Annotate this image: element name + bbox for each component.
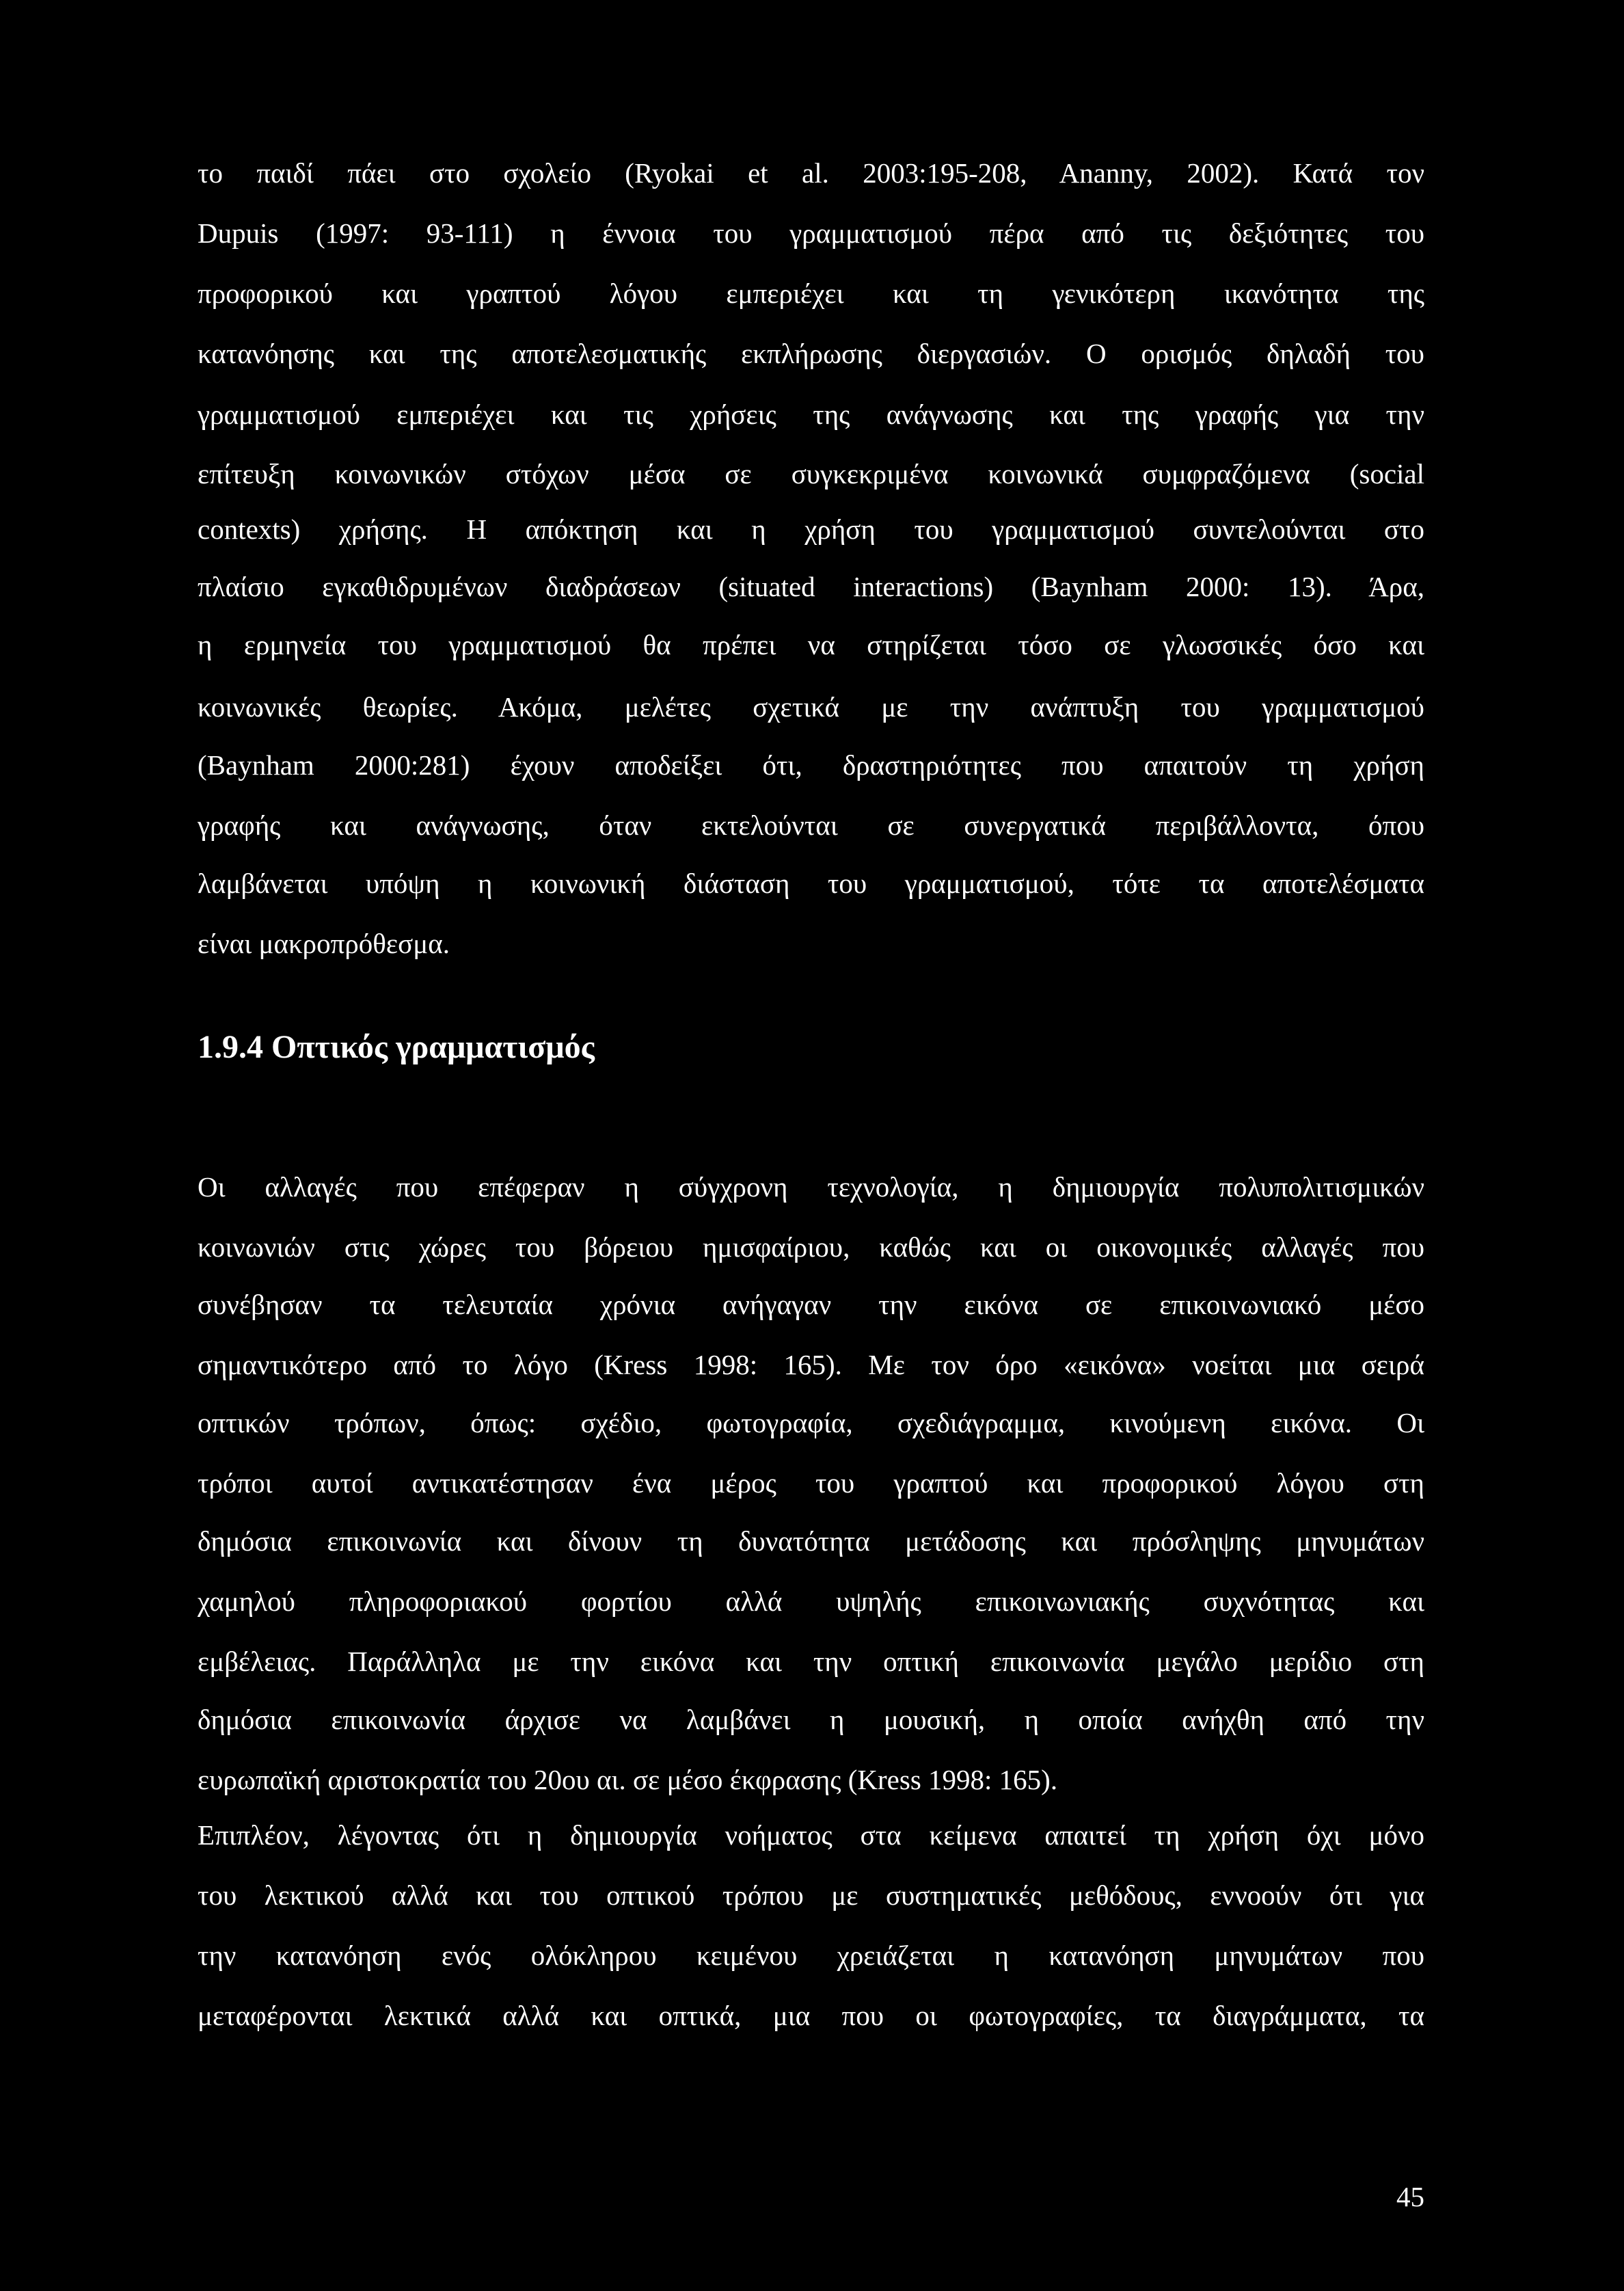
text-line: κοινωνιών στις χώρες του βόρειου ημισφαίριου, καθώς και οι οικονομικές αλλαγές που <box>198 1231 1424 1263</box>
text-line: κοινωνικές θεωρίες. Ακόμα, μελέτες σχετικά με την ανάπτυξη του γραμματισμού <box>198 691 1424 723</box>
text-line: τρόποι αυτοί αντικατέστησαν ένα μέρος του γραπτού και προφορικού λόγου στη <box>198 1467 1424 1499</box>
text-line: δημόσια επικοινωνία και δίνουν τη δυνατότητα μετάδοσης και πρόσληψης μηνυμάτων <box>198 1525 1424 1557</box>
text-line: πλαίσιο εγκαθιδρυμένων διαδράσεων (situated interactions) (Baynham 2000: 13). Άρα, <box>198 571 1424 602</box>
text-line: ευρωπαϊκή αριστοκρατία του 20ου αι. σε μέσο έκφρασης (Kress 1998: 165). <box>198 1764 1058 1795</box>
text-line: εμβέλειας. Παράλληλα με την εικόνα και την οπτική επικοινωνία μεγάλο μερίδιο στη <box>198 1646 1424 1677</box>
page-number: 45 <box>1396 2181 1424 2212</box>
text-line: δημόσια επικοινωνία άρχισε να λαμβάνει η μουσική, η οποία ανήχθη από την <box>198 1704 1424 1735</box>
text-line: το παιδί πάει στο σχολείο (Ryokai et al. 2003:195-208, Ananny, 2002). Κατά τον <box>198 157 1424 189</box>
text-line: σημαντικότερο από το λόγο (Kress 1998: 165). Με τον όρο «εικόνα» νοείται μια σειρά <box>198 1349 1424 1380</box>
text-line: επίτευξη κοινωνικών στόχων μέσα σε συγκεκριμένα κοινωνικά συμφραζόμενα (social <box>198 458 1424 490</box>
text-line: συνέβησαν τα τελευταία χρόνια ανήγαγαν την εικόνα σε επικοινωνιακό μέσο <box>198 1289 1424 1320</box>
text-line: προφορικού και γραπτού λόγου εμπεριέχει και τη γενικότερη ικανότητα της <box>198 278 1424 309</box>
text-line: λαμβάνεται υπόψη η κοινωνική διάσταση του γραμματισμού, τότε τα αποτελέσματα <box>198 868 1424 899</box>
text-line: η ερμηνεία του γραμματισμού θα πρέπει να στηρίζεται τόσο σε γλωσσικές όσο και <box>198 629 1424 660</box>
text-line: γραμματισμού εμπεριέχει και τις χρήσεις της ανάγνωσης και της γραφής για την <box>198 399 1424 430</box>
text-line: Οι αλλαγές που επέφεραν η σύγχρονη τεχνολογία, η δημιουργία πολυπολιτισμικών <box>198 1171 1424 1203</box>
text-line: contexts) χρήσης. Η απόκτηση και η χρήση του γραμματισμού συντελούνται στο <box>198 513 1424 545</box>
text-line: μεταφέρονται λεκτικά αλλά και οπτικά, μια που οι φωτογραφίες, τα διαγράμματα, τα <box>198 2000 1424 2031</box>
text-line: (Baynham 2000:281) έχουν αποδείξει ότι, δραστηριότητες που απαιτούν τη χρήση <box>198 749 1424 781</box>
text-line: κατανόησης και της αποτελεσματικής εκπλήρωσης διεργασιών. Ο ορισμός δηλαδή του <box>198 338 1424 369</box>
text-line: Dupuis (1997: 93-111) η έννοια του γραμματισμού πέρα από τις δεξιότητες του <box>198 217 1424 249</box>
text-line: οπτικών τρόπων, όπως: σχέδιο, φωτογραφία, σχεδιάγραμμα, κινούμενη εικόνα. Οι <box>198 1407 1424 1438</box>
section-heading: 1.9.4 Οπτικός γραμματισμός <box>198 1029 595 1065</box>
text-line: γραφής και ανάγνωσης, όταν εκτελούνται σε συνεργατικά περιβάλλοντα, όπου <box>198 809 1424 841</box>
text-line: την κατανόηση ενός ολόκληρου κειμένου χρειάζεται η κατανόηση μηνυμάτων που <box>198 1940 1424 1971</box>
text-line: του λεκτικού αλλά και του οπτικού τρόπου με συστηματικές μεθόδους, εννοούν ότι για <box>198 1879 1424 1911</box>
text-line: Επιπλέον, λέγοντας ότι η δημιουργία νοήματος στα κείμενα απαιτεί τη χρήση όχι μόνο <box>198 1819 1424 1851</box>
text-line: είναι μακροπρόθεσμα. <box>198 928 450 959</box>
text-line: χαμηλού πληροφοριακού φορτίου αλλά υψηλής επικοινωνιακής συχνότητας και <box>198 1585 1424 1617</box>
